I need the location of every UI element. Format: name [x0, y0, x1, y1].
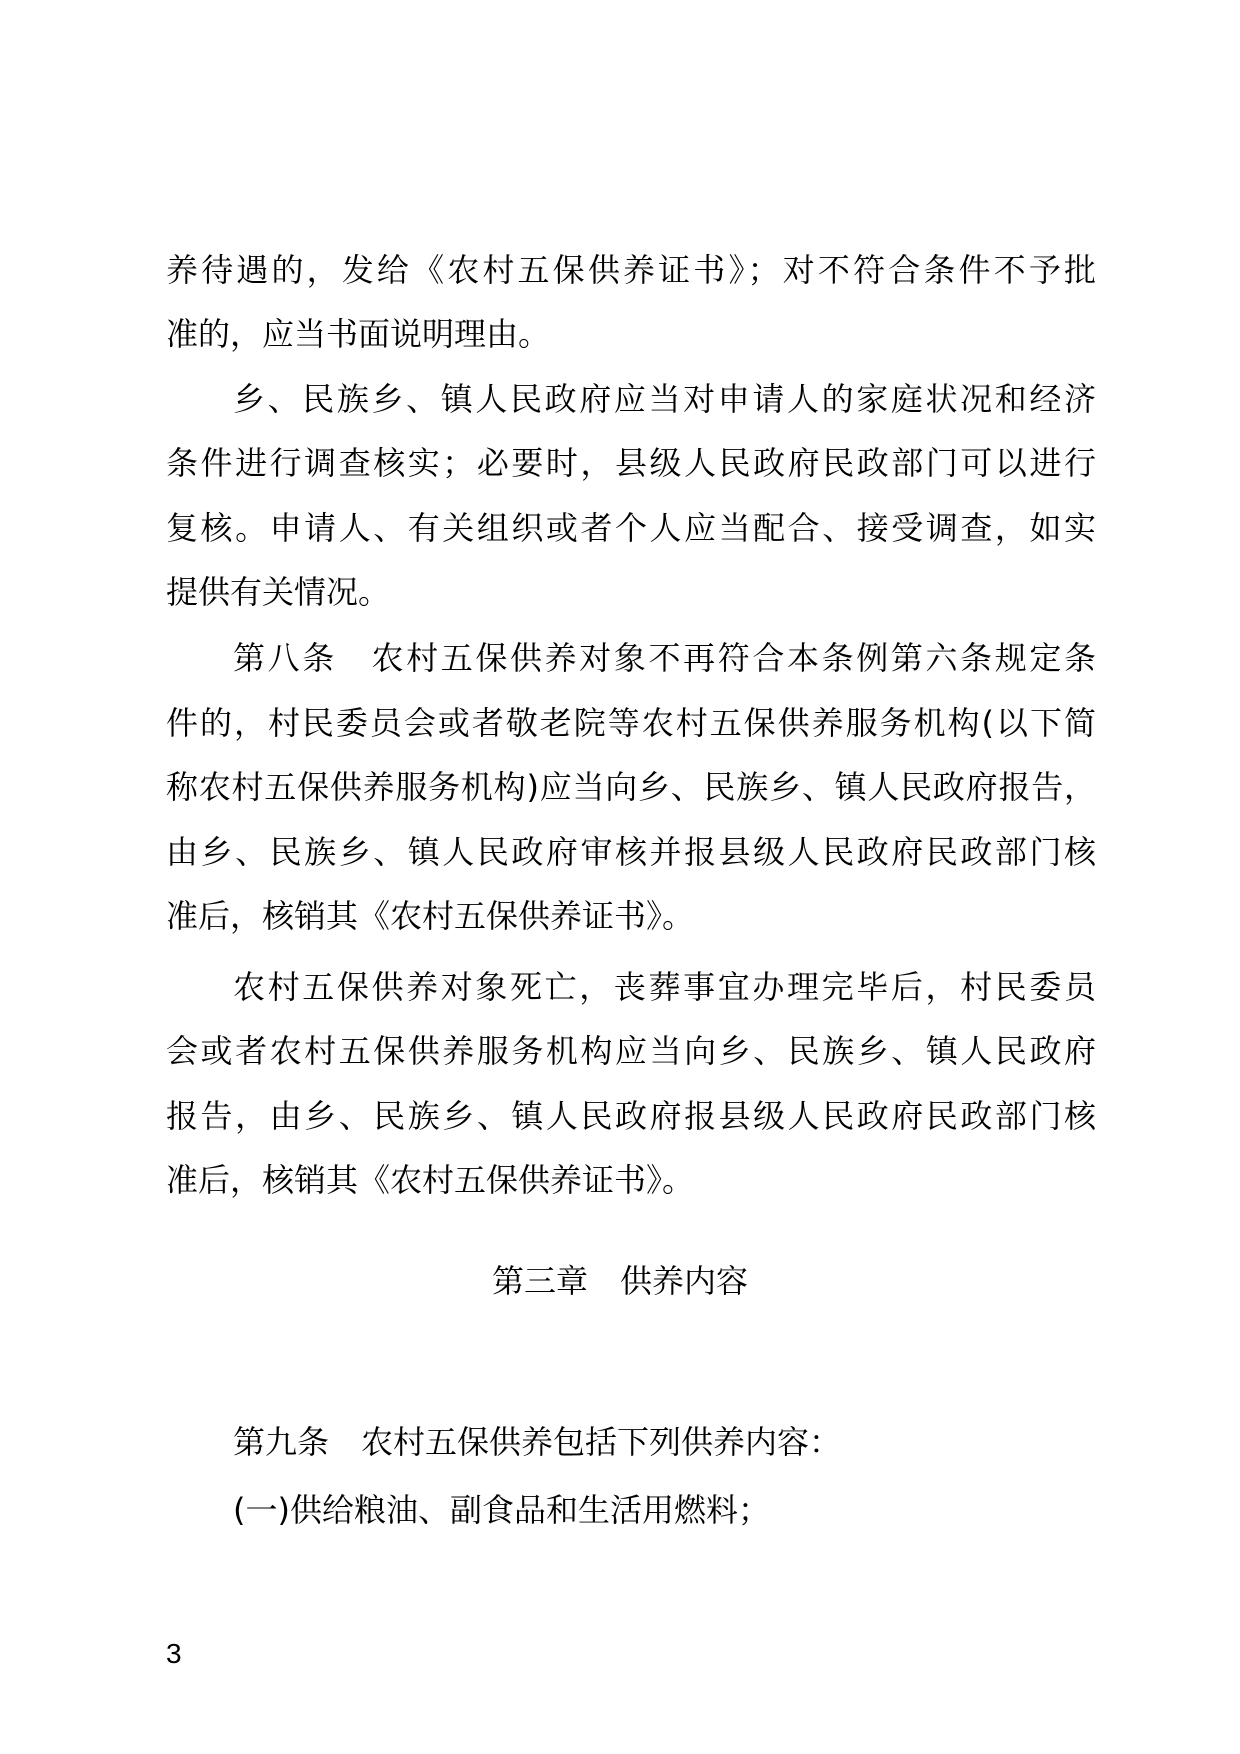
chapter-heading: 第三章 供养内容 — [491, 1262, 748, 1300]
body-line: 报告，由乡、民族乡、镇人民政府报县级人民政府民政部门核 — [166, 1097, 1096, 1135]
article-8-line: 第八条 农村五保供养对象不再符合本条例第六条规定条 — [233, 639, 1096, 677]
body-line: 准的，应当书面说明理由。 — [166, 315, 551, 353]
body-line: 农村五保供养对象死亡，丧葬事宜办理完毕后，村民委员 — [233, 968, 1096, 1006]
list-item: (一)供给粮油、副食品和生活用燃料； — [233, 1491, 770, 1529]
body-line: 称农村五保供养服务机构)应当向乡、民族乡、镇人民政府报告， — [166, 768, 1096, 806]
body-line: 会或者农村五保供养服务机构应当向乡、民族乡、镇人民政府 — [166, 1032, 1096, 1070]
body-line: 由乡、民族乡、镇人民政府审核并报县级人民政府民政部门核 — [166, 833, 1096, 871]
body-line: 条件进行调查核实；必要时，县级人民政府民政部门可以进行 — [166, 444, 1096, 482]
body-line: 乡、民族乡、镇人民政府应当对申请人的家庭状况和经济 — [233, 380, 1096, 418]
body-line: 复核。申请人、有关组织或者个人应当配合、接受调查，如实 — [166, 509, 1096, 547]
article-9-line: 第九条 农村五保供养包括下列供养内容： — [233, 1423, 842, 1461]
body-line: 准后，核销其《农村五保供养证书》。 — [166, 1161, 695, 1199]
body-line: 养待遇的，发给《农村五保供养证书》；对不符合条件不予批 — [166, 251, 1096, 289]
body-line: 准后，核销其《农村五保供养证书》。 — [166, 897, 695, 935]
body-line: 件的，村民委员会或者敬老院等农村五保供养服务机构(以下简 — [166, 704, 1096, 742]
page-number: 3 — [166, 1638, 182, 1669]
body-line: 提供有关情况。 — [166, 573, 391, 611]
